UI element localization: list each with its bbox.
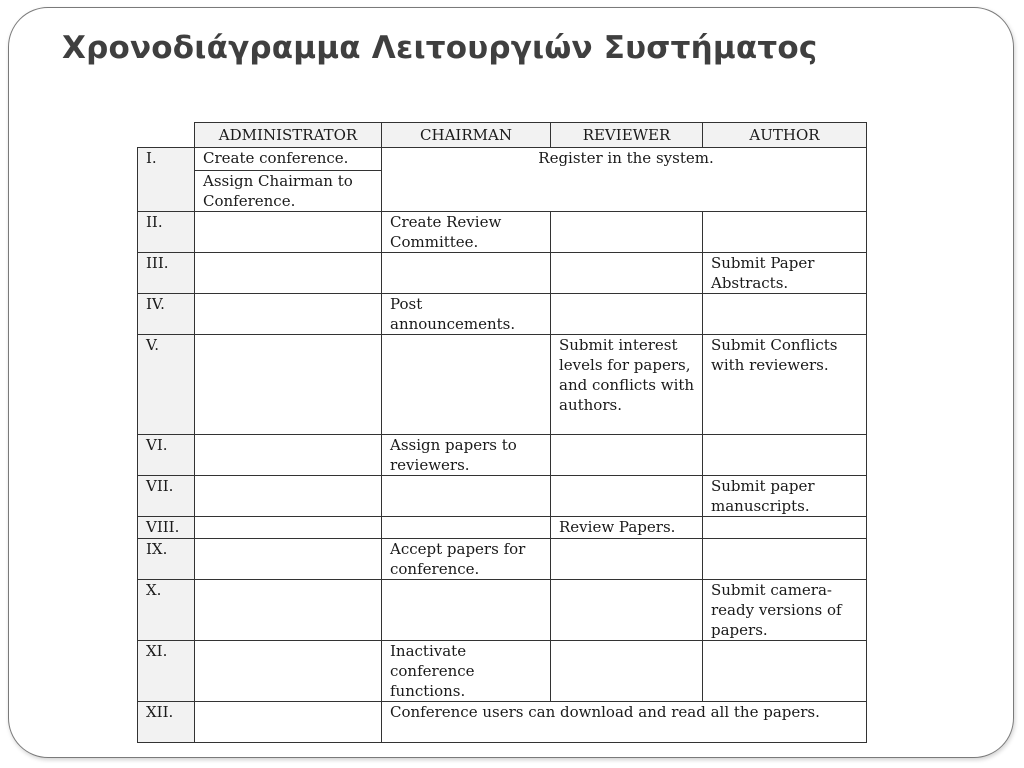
author-cell: Submit paper manuscripts.: [703, 476, 867, 517]
administrator-cell: Assign Chairman to Conference.: [195, 171, 382, 212]
reviewer-cell: [551, 539, 703, 580]
author-cell: [703, 212, 867, 253]
table-header-row: [138, 123, 867, 148]
row-number: V.: [138, 335, 195, 435]
table-row: [138, 294, 867, 335]
administrator-cell: Create conference.: [195, 148, 382, 171]
author-cell: [703, 539, 867, 580]
schedule-table: [137, 122, 867, 743]
chairman-cell: Assign papers to reviewers.: [382, 435, 551, 476]
row-number: XII.: [138, 702, 195, 743]
chairman-cell: Post announcements.: [382, 294, 551, 335]
row-number: IV.: [138, 294, 195, 335]
administrator-cell: [195, 580, 382, 641]
author-cell: Submit Paper Abstracts.: [703, 253, 867, 294]
slide-title: Χρονοδιάγραμμα Λειτουργιών Συστήματος: [62, 30, 818, 66]
author-cell: [703, 294, 867, 335]
column-header-chairman: CHAIRMAN: [382, 123, 551, 148]
reviewer-cell: Submit interest levels for papers, and conflicts with authors.: [551, 335, 703, 435]
author-cell: [703, 517, 867, 539]
row-number: VI.: [138, 435, 195, 476]
chairman-cell: Create Review Committee.: [382, 212, 551, 253]
row-number: VIII.: [138, 517, 195, 539]
row-number: I.: [138, 148, 195, 212]
table-row: [138, 517, 867, 539]
administrator-cell: [195, 539, 382, 580]
administrator-cell: [195, 702, 382, 743]
row-number: II.: [138, 212, 195, 253]
table-row: [138, 476, 867, 517]
row-number: III.: [138, 253, 195, 294]
administrator-cell: [195, 517, 382, 539]
chairman-cell: [382, 253, 551, 294]
merged-cell: Register in the system.: [382, 148, 867, 212]
administrator-cell: [195, 253, 382, 294]
reviewer-cell: [551, 253, 703, 294]
author-cell: Submit camera-ready versions of papers.: [703, 580, 867, 641]
table-row: [138, 335, 867, 435]
table-row: [138, 148, 867, 171]
table-row: [138, 580, 867, 641]
table-row: [138, 253, 867, 294]
author-cell: Submit Conflicts with reviewers.: [703, 335, 867, 435]
administrator-cell: [195, 212, 382, 253]
table-row: [138, 435, 867, 476]
administrator-cell: [195, 476, 382, 517]
row-number: IX.: [138, 539, 195, 580]
column-header-administrator: ADMINISTRATOR: [195, 123, 382, 148]
table-corner-cell: [138, 123, 195, 148]
administrator-cell: [195, 641, 382, 702]
administrator-cell: [195, 435, 382, 476]
author-cell: [703, 641, 867, 702]
chairman-cell: Inactivate conference functions.: [382, 641, 551, 702]
row-number: VII.: [138, 476, 195, 517]
reviewer-cell: [551, 294, 703, 335]
chairman-cell: [382, 517, 551, 539]
reviewer-cell: [551, 476, 703, 517]
table-row: [138, 702, 867, 743]
administrator-cell: [195, 294, 382, 335]
reviewer-cell: [551, 212, 703, 253]
reviewer-cell: [551, 641, 703, 702]
chairman-cell: Accept papers for conference.: [382, 539, 551, 580]
column-header-reviewer: REVIEWER: [551, 123, 703, 148]
merged-cell: Conference users can download and read all the papers.: [382, 702, 867, 743]
reviewer-cell: Review Papers.: [551, 517, 703, 539]
table-row: [138, 641, 867, 702]
table-row: [138, 539, 867, 580]
chairman-cell: [382, 335, 551, 435]
author-cell: [703, 435, 867, 476]
reviewer-cell: [551, 580, 703, 641]
administrator-cell: [195, 335, 382, 435]
row-number: XI.: [138, 641, 195, 702]
reviewer-cell: [551, 435, 703, 476]
chairman-cell: [382, 580, 551, 641]
table-row: [138, 212, 867, 253]
row-number: X.: [138, 580, 195, 641]
chairman-cell: [382, 476, 551, 517]
column-header-author: AUTHOR: [703, 123, 867, 148]
